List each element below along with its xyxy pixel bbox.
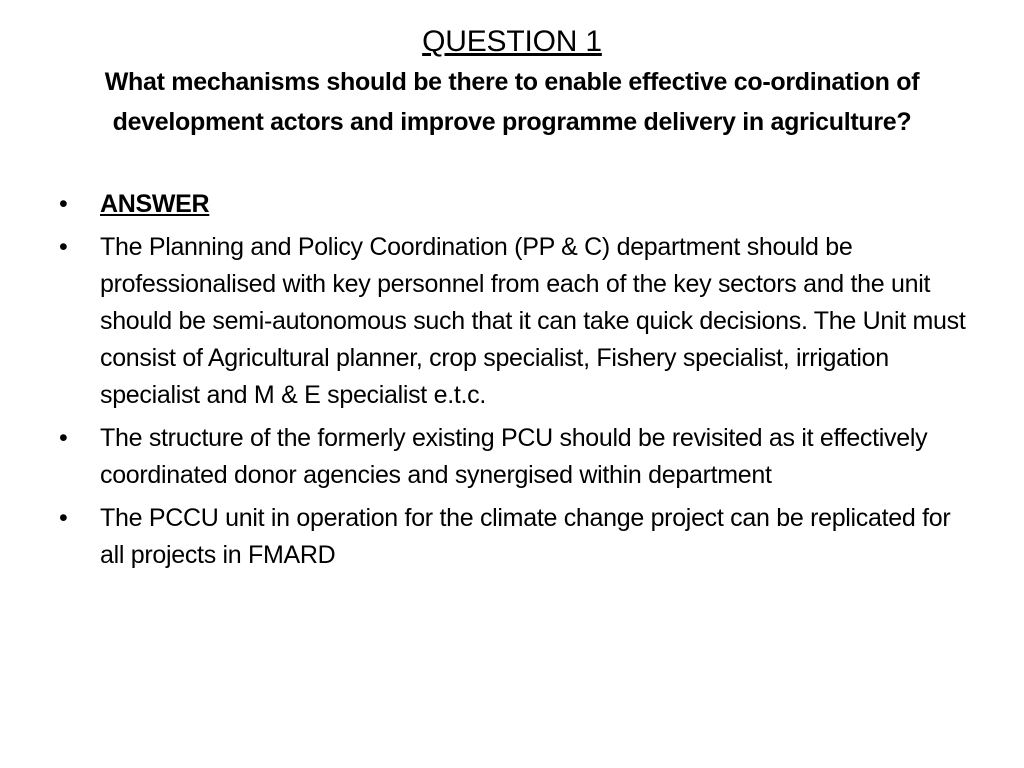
bullet-item-answer xyxy=(55,186,975,223)
slide-subtitle: What mechanisms should be there to enable effective co-ordination of development actors and improve programme delivery in agriculture? xyxy=(104,68,920,136)
bullet-item-ppc xyxy=(55,229,975,414)
bullet-list xyxy=(55,186,975,580)
bullet-icon: • xyxy=(59,504,68,532)
bullet-text: The PCCU unit in operation for the climate change project can be replicated for all projects in FMARD xyxy=(100,504,951,569)
answer-heading: ANSWER xyxy=(100,190,210,218)
bullet-text: The structure of the formerly existing PCU should be revisited as it effectively coordinated donor agencies and synergised within department xyxy=(100,424,928,489)
bullet-icon: • xyxy=(59,424,68,452)
bullet-item-pcu xyxy=(55,420,975,494)
bullet-icon: • xyxy=(59,233,68,261)
title-block xyxy=(60,22,964,142)
bullet-text: The Planning and Policy Coordination (PP & C) department should be professionalised with key personnel from each of the key sectors and the unit should be semi-autonomous such that it can take quick decisions. The Unit must consist of Agricultural planner, crop specialist, Fishery specialist, irrigation specialist and M & E specialist e.t.c. xyxy=(100,233,966,409)
bullet-icon: • xyxy=(59,190,68,218)
slide-title: QUESTION 1 xyxy=(422,25,602,58)
bullet-item-pccu xyxy=(55,500,975,574)
